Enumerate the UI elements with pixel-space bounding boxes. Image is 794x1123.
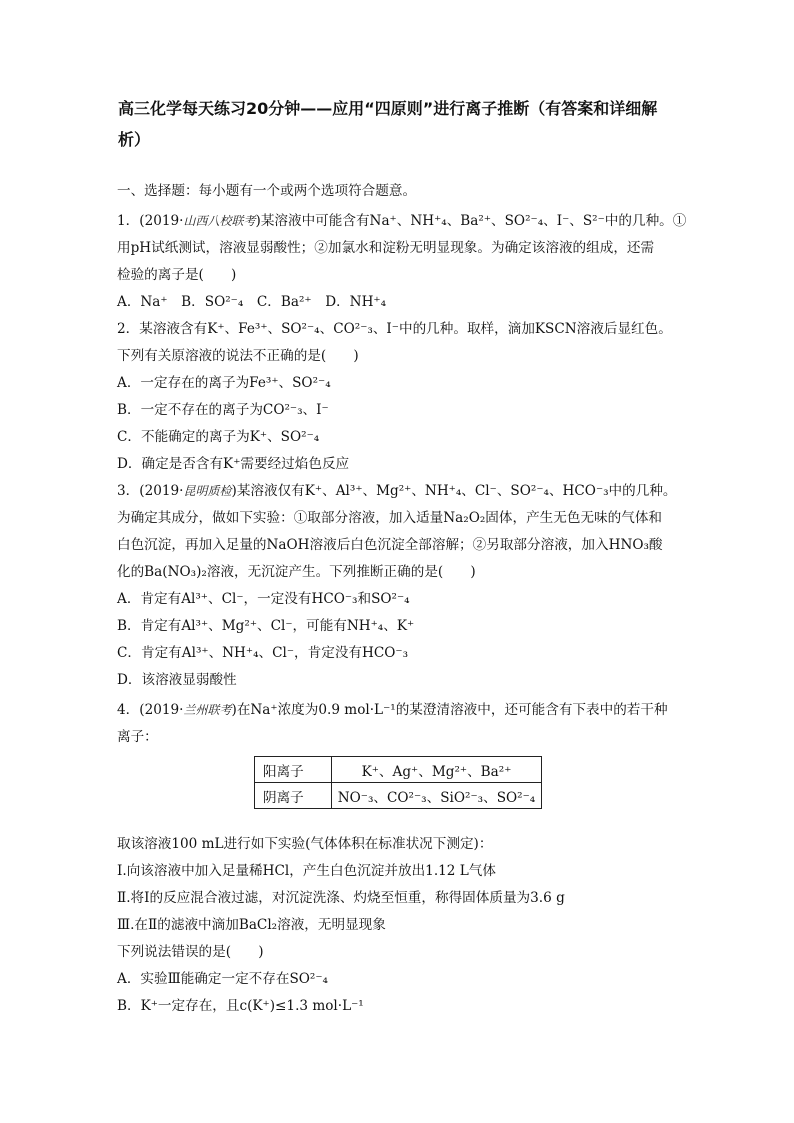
table-row [255,757,542,783]
q3-option-c: C．肯定有Al³⁺、NH⁺₄、Cl⁻，肯定没有HCO⁻₃ [117,645,409,661]
q2-line-1: 2．某溶液含有K⁺、Fe³⁺、SO²⁻₄、CO²⁻₃、I⁻中的几种。取样，滴加KSCN溶液后显红色。 [117,321,672,337]
q4-option-b: B．K⁺一定存在，且c(K⁺)≤1.3 mol·L⁻¹ [117,998,364,1014]
q1-line-3: 检验的离子是( ) [117,267,237,283]
q3-line-3: 白色沉淀，再加入足量的NaOH溶液后白色沉淀全部溶解；②另取部分溶液，加入HNO₃酸 [117,537,663,553]
q4-question: 下列说法错误的是( ) [117,944,264,960]
table-cell: 阳离子 [255,757,332,783]
q2-line-2: 下列有关原溶液的说法不正确的是( ) [117,348,359,364]
table-cell: K⁺、Ag⁺、Mg²⁺、Ba²⁺ [332,757,542,783]
q2-option-b: B．一定不存在的离子为CO²⁻₃、I⁻ [117,402,329,418]
q3-option-a: A．肯定有Al³⁺、Cl⁻，一定没有HCO⁻₃和SO²⁻₄ [117,591,410,607]
q4-line-1: 4．(2019·兰州联考)在Na⁺浓度为0.9 mol·L⁻¹的某澄清溶液中，还可能含有下表中的若干种 [117,702,668,718]
table-row [255,783,542,809]
q3-option-d: D．该溶液显弱酸性 [117,672,237,688]
q3-line-4: 化的Ba(NO₃)₂溶液，无沉淀产生。下列推断正确的是( ) [117,564,476,580]
page-title: 高三化学每天练习20分钟——应用“四原则”进行离子推断（有答案和详细解析） [118,99,658,149]
section-heading: 一、选择题：每小题有一个或两个选项符合题意。 [117,183,417,199]
q4-step-2: Ⅱ.将Ⅰ的反应混合液过滤，对沉淀洗涤、灼烧至恒重，称得固体质量为3.6 g [117,890,565,906]
table-cell: NO⁻₃、CO²⁻₃、SiO²⁻₃、SO²⁻₄ [332,783,542,809]
q4-option-a: A．实验Ⅲ能确定一定不存在SO²⁻₄ [117,971,328,987]
q3-option-b: B．肯定有Al³⁺、Mg²⁺、Cl⁻，可能有NH⁺₄、K⁺ [117,618,415,634]
q1-line-1: 1．(2019·山西八校联考)某溶液中可能含有Na⁺、NH⁺₄、Ba²⁺、SO²⁻₄、I⁻、S²⁻中的几种。① [117,213,687,229]
q3-line-1: 3．(2019·昆明质检)某溶液仅有K⁺、Al³⁺、Mg²⁺、NH⁺₄、Cl⁻、SO²⁻₄、HCO⁻₃中的几种。 [117,483,677,499]
q2-option-c: C．不能确定的离子为K⁺、SO²⁻₄ [117,429,320,445]
q1-line-2: 用pH试纸测试，溶液显弱酸性；②加氯水和淀粉无明显现象。为确定该溶液的组成，还需 [117,240,655,256]
q3-line-2: 为确定其成分，做如下实验：①取部分溶液，加入适量Na₂O₂固体，产生无色无味的气体和 [117,510,663,526]
table-cell: 阴离子 [255,783,332,809]
q2-option-d: D．确定是否含有K⁺需要经过焰色反应 [117,456,350,472]
q4-experiment-intro: 取该溶液100 mL进行如下实验(气体体积在标准状况下测定)： [117,836,493,852]
ion-table [254,756,542,809]
q4-line-2: 离子： [117,729,158,745]
q4-step-3: Ⅲ.在Ⅱ的滤液中滴加BaCl₂溶液，无明显现象 [117,917,386,933]
q4-step-1: Ⅰ.向该溶液中加入足量稀HCl，产生白色沉淀并放出1.12 L气体 [117,863,496,879]
q2-option-a: A．一定存在的离子为Fe³⁺、SO²⁻₄ [117,375,331,391]
q1-options: A．Na⁺ B．SO²⁻₄ C．Ba²⁺ D．NH⁺₄ [117,294,387,310]
